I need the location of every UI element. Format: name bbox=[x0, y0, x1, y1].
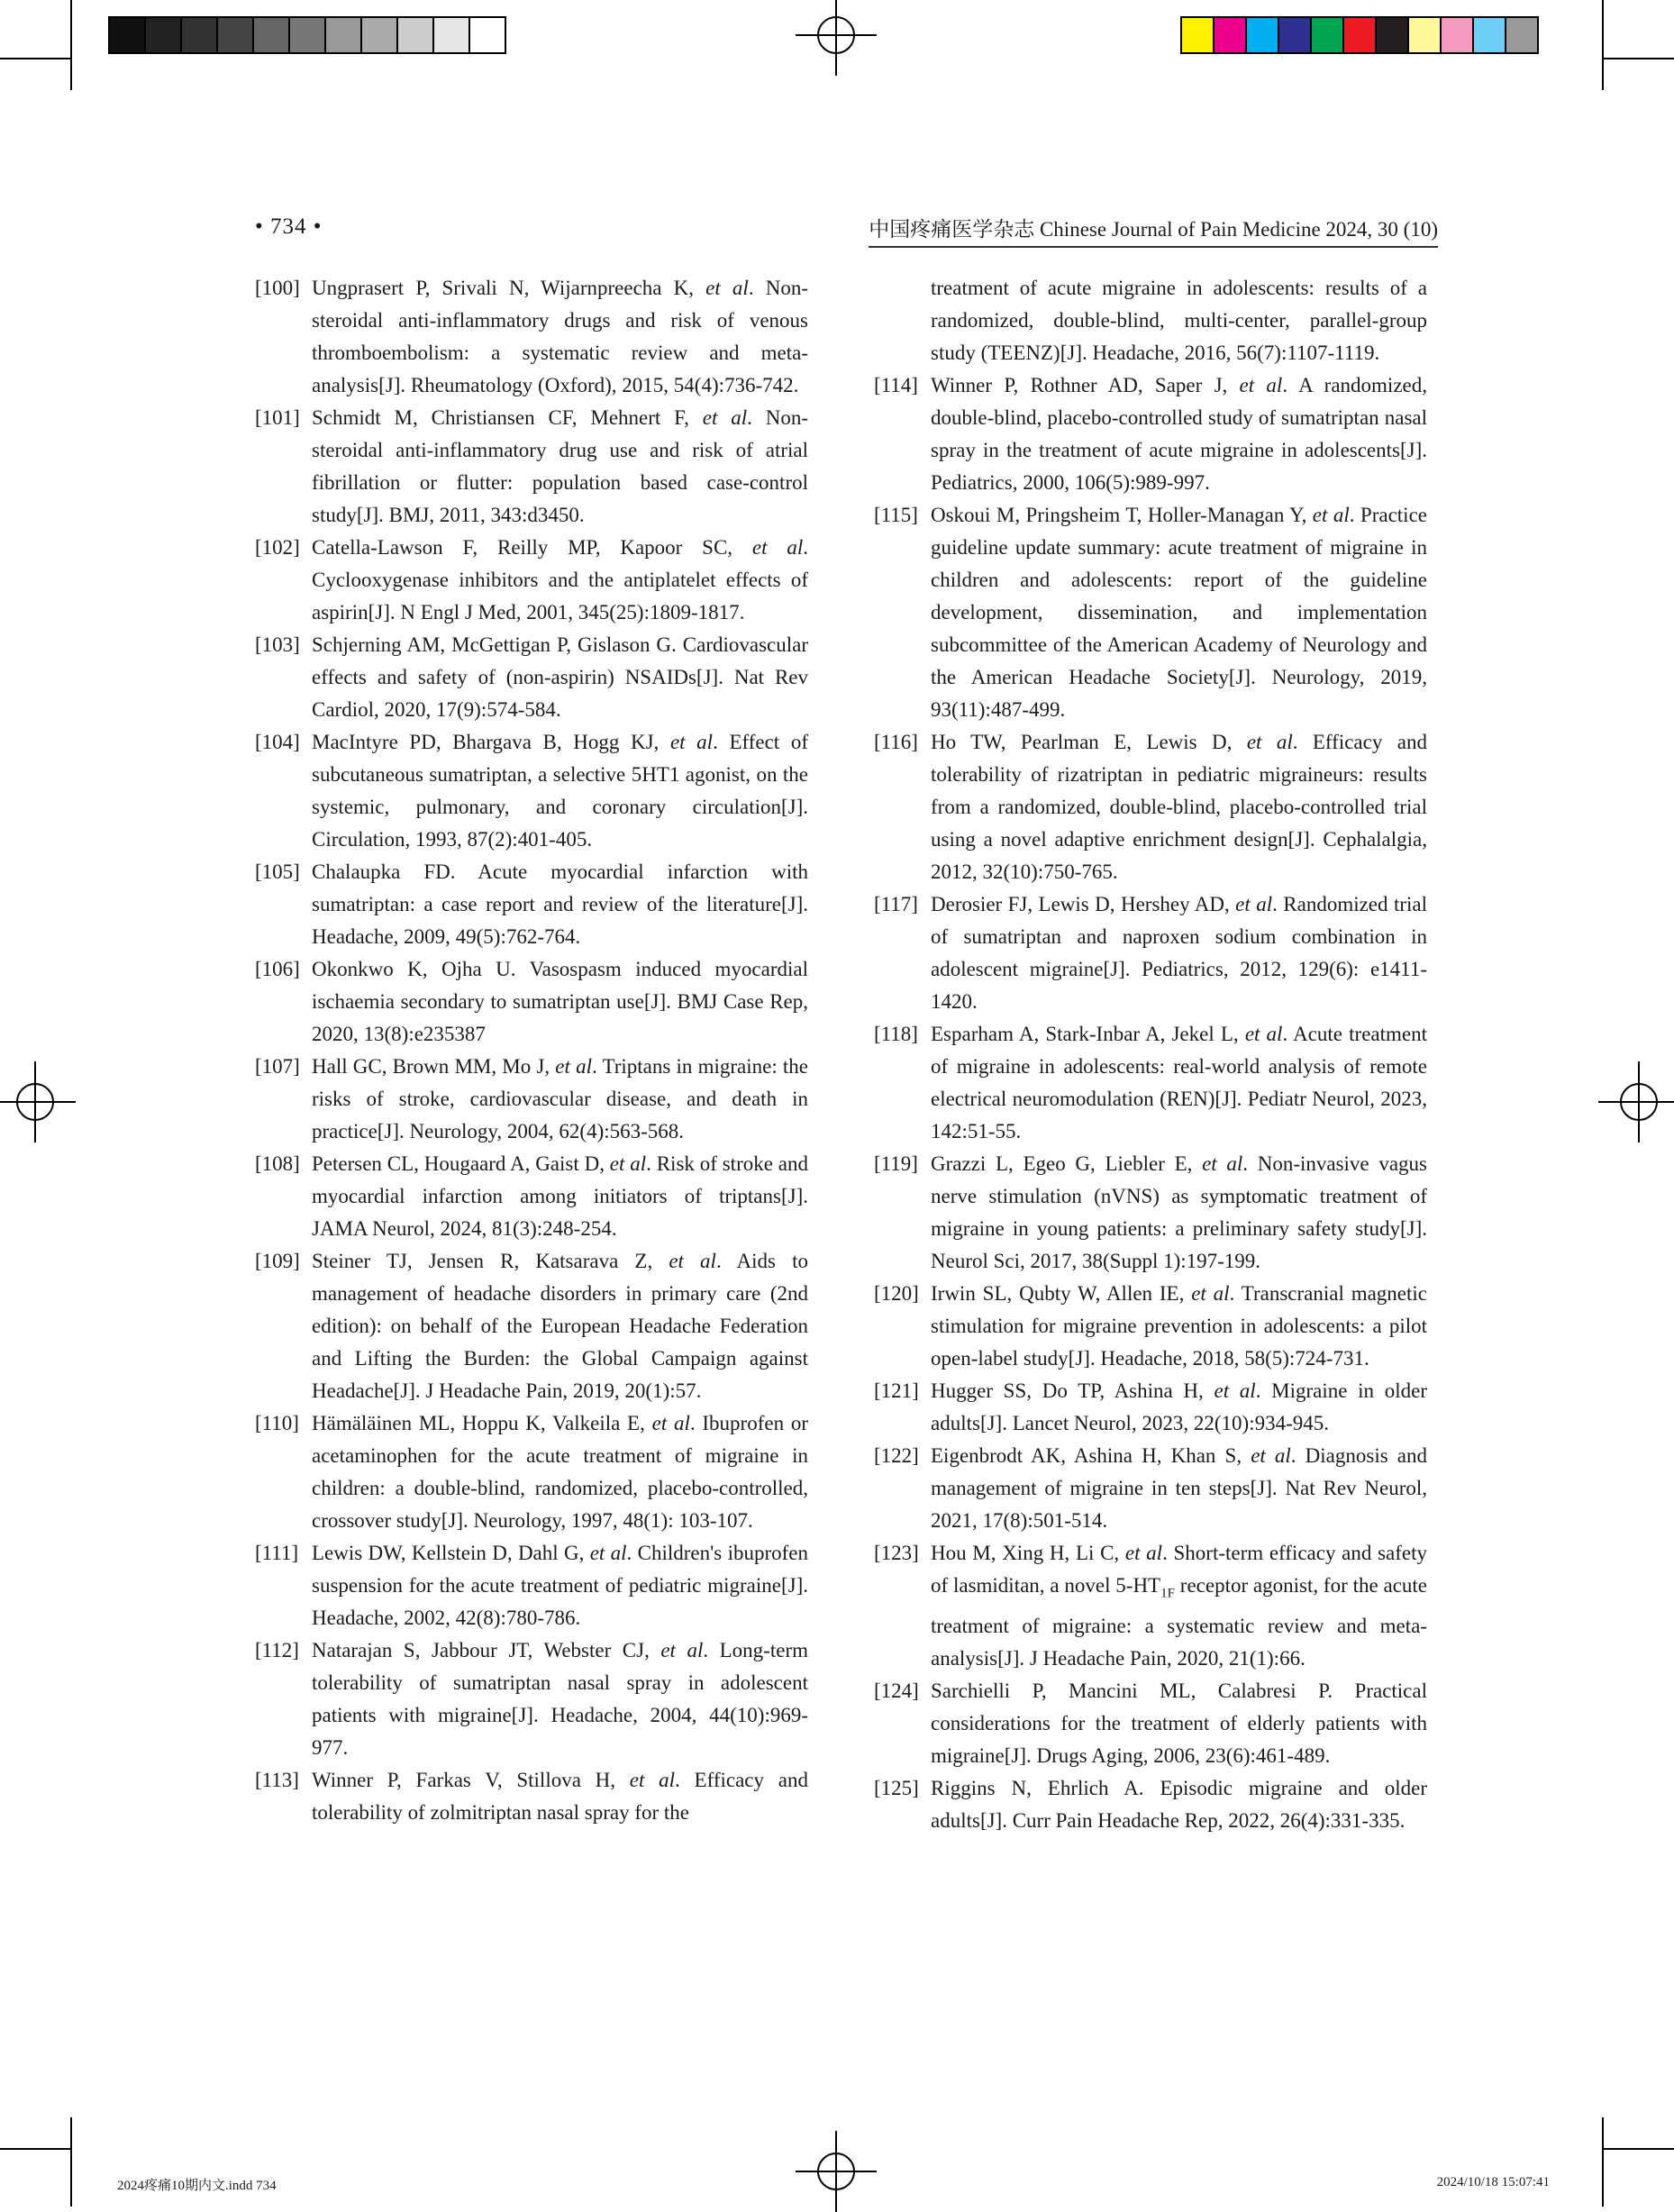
color-swatch bbox=[1442, 18, 1474, 52]
registration-mark-icon bbox=[796, 0, 877, 76]
reference-item bbox=[874, 1148, 1427, 1278]
color-swatch bbox=[1474, 18, 1506, 52]
reference-text-rest: . Acute treatment of migraine in adolescents: real-world analysis of remote electrical neuromodulation (REN)[J]. Pediatr Neurol, 2023, 142:51-55. bbox=[931, 1023, 1427, 1142]
reference-text-rest: . Transcranial magnetic stimulation for migraine prevention in adolescents: a pilot open-label study[J]. Headache, 2018, 58(5):724-731. bbox=[931, 1282, 1427, 1370]
color-calibration-bar bbox=[1180, 16, 1539, 54]
et-al-text: et al bbox=[1202, 1152, 1243, 1175]
reference-text: Esparham A, Stark-Inbar A, Jekel L, bbox=[931, 1023, 1245, 1045]
color-swatch bbox=[1215, 18, 1247, 52]
gray-swatch bbox=[254, 18, 290, 52]
reference-number: [122] bbox=[874, 1444, 919, 1467]
crop-mark bbox=[70, 0, 72, 90]
reference-number: [109] bbox=[255, 1250, 300, 1272]
reference-text: Ho TW, Pearlman E, Lewis D, bbox=[931, 731, 1247, 753]
color-swatch bbox=[1279, 18, 1312, 52]
reference-text: Lewis DW, Kellstein D, Dahl G, bbox=[312, 1542, 590, 1564]
reference-text-rest: . Short-term efficacy and safety of lasmiditan, a novel 5-HT bbox=[931, 1542, 1427, 1597]
reference-item bbox=[874, 369, 1427, 499]
reference-number: [120] bbox=[874, 1282, 919, 1305]
reference-item bbox=[874, 726, 1427, 888]
reference-text: Steiner TJ, Jensen R, Katsarava Z, bbox=[312, 1250, 669, 1272]
reference-text-rest: . Aids to management of headache disorders in primary care (2nd edition): on behalf of the European Headache Federation and Lifting the Burden: the Global Campaign against Headache[J]. J Headache Pain, 2019, 20(1):57. bbox=[312, 1250, 808, 1402]
et-al-text: et al bbox=[589, 1542, 627, 1564]
reference-number: [101] bbox=[255, 406, 300, 429]
et-al-text: et al bbox=[1251, 1444, 1291, 1467]
reference-text-rest: . Children's ibuprofen suspension for the acute treatment of pediatric migraine[J]. Headache, 2002, 42(8):780-786. bbox=[312, 1542, 808, 1629]
et-al-text: et al bbox=[669, 1250, 716, 1272]
reference-text: Schmidt M, Christiansen CF, Mehnert F, bbox=[312, 406, 703, 429]
crop-mark bbox=[1602, 2117, 1604, 2207]
gray-swatch bbox=[362, 18, 398, 52]
reference-item bbox=[255, 1764, 808, 1829]
reference-text-rest: . Triptans in migraine: the risks of stroke, cardiovascular disease, and death in practice[J]. Neurology, 2004, 62(4):563-568. bbox=[312, 1055, 808, 1142]
color-swatch bbox=[1247, 18, 1279, 52]
et-al-text: et al bbox=[629, 1769, 676, 1791]
gray-swatch bbox=[290, 18, 326, 52]
registration-mark-icon bbox=[796, 2131, 877, 2212]
color-swatch bbox=[1182, 18, 1215, 52]
reference-item bbox=[874, 1278, 1427, 1375]
reference-text: Riggins N, Ehrlich A. Episodic migraine and older adults[J]. Curr Pain Headache Rep, 2022, 26(4):331-335. bbox=[931, 1776, 1427, 1832]
et-al-text: et al bbox=[609, 1152, 647, 1175]
color-swatch bbox=[1344, 18, 1377, 52]
reference-text: Winner P, Rothner AD, Saper J, bbox=[931, 374, 1240, 396]
reference-item bbox=[255, 1634, 808, 1764]
reference-number: [105] bbox=[255, 860, 300, 883]
crop-mark bbox=[1602, 2148, 1674, 2150]
reference-number: [116] bbox=[874, 731, 918, 753]
reference-number: [119] bbox=[874, 1152, 918, 1175]
et-al-text: et al bbox=[705, 277, 749, 299]
reference-text: treatment of acute migraine in adolescents: results of a randomized, double-blind, multi-center, parallel-group study (TEENZ)[J]. Headache, 2016, 56(7):1107-1119. bbox=[931, 277, 1427, 364]
et-al-text: et al bbox=[660, 1639, 704, 1661]
color-swatch bbox=[1409, 18, 1442, 52]
gray-swatch bbox=[470, 18, 505, 52]
reference-number: [104] bbox=[255, 731, 300, 753]
reference-item bbox=[255, 953, 808, 1051]
reference-text: Sarchielli P, Mancini ML, Calabresi P. Practical considerations for the treatment of elderly patients with migraine[J]. Drugs Aging, 2006, 23(6):461-489. bbox=[931, 1679, 1427, 1767]
reference-item bbox=[255, 1407, 808, 1537]
et-al-text: et al bbox=[702, 406, 748, 429]
subscript-text: 1F bbox=[1160, 1586, 1175, 1601]
reference-column-left bbox=[255, 272, 808, 1829]
reference-item bbox=[255, 1537, 808, 1634]
reference-item bbox=[255, 1148, 808, 1245]
crop-mark bbox=[0, 58, 72, 59]
gray-swatch bbox=[182, 18, 218, 52]
reference-item bbox=[255, 402, 808, 532]
gray-swatch bbox=[218, 18, 254, 52]
gray-swatch bbox=[434, 18, 470, 52]
crop-mark bbox=[70, 2117, 72, 2207]
reference-item bbox=[255, 1051, 808, 1148]
reference-number: [113] bbox=[255, 1769, 299, 1791]
reference-column-right bbox=[874, 272, 1427, 1837]
reference-item bbox=[874, 1675, 1427, 1772]
reference-text: Natarajan S, Jabbour JT, Webster CJ, bbox=[312, 1639, 661, 1661]
et-al-text: et al bbox=[1124, 1542, 1163, 1564]
reference-text: Derosier FJ, Lewis D, Hershey AD, bbox=[931, 893, 1236, 915]
reference-text-rest: . Ibuprofen or acetaminophen for the acute treatment of migraine in children: a double-blind, randomized, placebo-controlled, crossover study[J]. Neurology, 1997, 48(1): 103-107. bbox=[312, 1412, 808, 1532]
reference-text: Oskoui M, Pringsheim T, Holler-Managan Y, bbox=[931, 504, 1313, 526]
reference-text: Hall GC, Brown MM, Mo J, bbox=[312, 1055, 556, 1078]
reference-text-rest: . A randomized, double-blind, placebo-controlled study of sumatriptan nasal spray in the treatment of acute migraine in adolescents[J]. Pediatrics, 2000, 106(5):989-997. bbox=[931, 374, 1427, 494]
reference-number: [115] bbox=[874, 504, 918, 526]
reference-number: [107] bbox=[255, 1055, 300, 1078]
reference-text-rest: . Practice guideline update summary: acute treatment of migraine in children and adolescents: report of the guideline development, dissemination, and implementation subcommittee of the American Academy of Neurology and the American Headache Society[J]. Neurology, 2019, 93(11):487-499. bbox=[931, 504, 1427, 721]
reference-item bbox=[255, 532, 808, 629]
reference-text-rest: . Diagnosis and management of migraine in ten steps[J]. Nat Rev Neurol, 2021, 17(8):501-514. bbox=[931, 1444, 1427, 1532]
reference-text: Hämäläinen ML, Hoppu K, Valkeila E, bbox=[312, 1412, 652, 1434]
reference-number: [100] bbox=[255, 277, 300, 299]
reference-text-rest: receptor agonist, for the acute treatment of migraine: a systematic review and meta-analysis[J]. J Headache Pain, 2020, 21(1):66. bbox=[931, 1574, 1427, 1670]
reference-text: Grazzi L, Egeo G, Liebler E, bbox=[931, 1152, 1203, 1175]
reference-number: [117] bbox=[874, 893, 918, 915]
reference-number: [118] bbox=[874, 1023, 918, 1045]
reference-item bbox=[874, 1537, 1427, 1675]
et-al-text: et al bbox=[1312, 504, 1350, 526]
reference-item bbox=[874, 1440, 1427, 1537]
reference-text: Winner P, Farkas V, Stillova H, bbox=[312, 1769, 630, 1791]
reference-text-rest: . Risk of stroke and myocardial infarction among initiators of triptans[J]. JAMA Neurol, 2024, 81(3):248-254. bbox=[312, 1152, 808, 1240]
registration-mark-icon bbox=[1598, 1061, 1674, 1142]
reference-item bbox=[255, 726, 808, 856]
grayscale-calibration-bar bbox=[108, 16, 506, 54]
journal-title: 中国疼痛医学杂志 Chinese Journal of Pain Medicine 2024, 30 (10) bbox=[869, 213, 1438, 248]
registration-mark-icon bbox=[0, 1061, 76, 1142]
reference-text: MacIntyre PD, Bhargava B, Hogg KJ, bbox=[312, 731, 670, 753]
reference-number: [125] bbox=[874, 1776, 919, 1799]
color-swatch bbox=[1377, 18, 1409, 52]
gray-swatch bbox=[146, 18, 182, 52]
reference-number: [108] bbox=[255, 1152, 300, 1175]
reference-text-rest: . Randomized trial of sumatriptan and naproxen sodium combination in adolescent migraine[J]. Pediatrics, 2012, 129(6): e1411-1420. bbox=[931, 893, 1427, 1013]
et-al-text: et al bbox=[555, 1055, 592, 1078]
reference-text: Catella-Lawson F, Reilly MP, Kapoor SC, bbox=[312, 536, 752, 559]
reference-text-rest: . Long-term tolerability of sumatriptan nasal spray in adolescent patients with migraine[J]. Headache, 2004, 44(10):969-977. bbox=[312, 1639, 808, 1759]
reference-text: Chalaupka FD. Acute myocardial infarction with sumatriptan: a case report and review of the literature[J]. Headache, 2009, 49(5):762-764. bbox=[312, 860, 808, 948]
et-al-text: et al bbox=[1235, 893, 1273, 915]
reference-text-rest: . Efficacy and tolerability of rizatriptan in pediatric migraineurs: results from a randomized, double-blind, placebo-controlled trial using a novel adaptive enrichment design[J]. Cephalalgia, 2012, 32(10):750-765. bbox=[931, 731, 1427, 883]
reference-item bbox=[255, 272, 808, 402]
gray-swatch bbox=[398, 18, 434, 52]
reference-item bbox=[874, 499, 1427, 726]
reference-item bbox=[255, 629, 808, 726]
et-al-text: et al bbox=[1191, 1282, 1230, 1305]
reference-number: [114] bbox=[874, 374, 918, 396]
reference-text: Okonkwo K, Ojha U. Vasospasm induced myocardial ischaemia secondary to sumatriptan use[J]. BMJ Case Rep, 2020, 13(8):e235387 bbox=[312, 958, 808, 1045]
reference-number: [111] bbox=[255, 1542, 299, 1564]
et-al-text: et al bbox=[751, 536, 804, 559]
reference-number: [110] bbox=[255, 1412, 299, 1434]
reference-number: [103] bbox=[255, 633, 300, 656]
reference-text-rest: . Non-invasive vagus nerve stimulation (nVNS) as symptomatic treatment of migraine in young patients: a preliminary safety study[J]. Neurol Sci, 2017, 38(Suppl 1):197-199. bbox=[931, 1152, 1427, 1272]
et-al-text: et al bbox=[1244, 1023, 1283, 1045]
reference-text-rest: . Cyclooxygenase inhibitors and the antiplatelet effects of aspirin[J]. N Engl J Med, 2001, 345(25):1809-1817. bbox=[312, 536, 808, 624]
crop-mark bbox=[0, 2148, 72, 2150]
reference-text: Eigenbrodt AK, Ashina H, Khan S, bbox=[931, 1444, 1251, 1467]
reference-text: Petersen CL, Hougaard A, Gaist D, bbox=[312, 1152, 610, 1175]
reference-item bbox=[874, 1375, 1427, 1440]
reference-number: [102] bbox=[255, 536, 300, 559]
color-swatch bbox=[1312, 18, 1344, 52]
et-al-text: et al bbox=[651, 1412, 690, 1434]
reference-text: Irwin SL, Qubty W, Allen IE, bbox=[931, 1282, 1192, 1305]
gray-swatch bbox=[110, 18, 146, 52]
crop-mark bbox=[1602, 0, 1604, 90]
page-number: • 734 • bbox=[255, 214, 323, 239]
file-info: 2024疼痛10期内文.indd 734 bbox=[117, 2179, 277, 2193]
et-al-text: et al bbox=[1239, 374, 1283, 396]
reference-item bbox=[874, 1018, 1427, 1148]
reference-number: [123] bbox=[874, 1542, 919, 1564]
gray-swatch bbox=[326, 18, 362, 52]
reference-text-rest: . Non-steroidal anti-inflammatory drugs and risk of venous thromboembolism: a systematic review and meta-analysis[J]. Rheumatology (Oxford), 2015, 54(4):736-742. bbox=[312, 277, 808, 396]
reference-text-rest: . Non-steroidal anti-inflammatory drug use and risk of atrial fibrillation or flutter: population based case-control study[J]. BMJ, 2011, 343:d3450. bbox=[312, 406, 808, 526]
crop-mark bbox=[1602, 58, 1674, 59]
reference-text-rest: . Migraine in older adults[J]. Lancet Neurol, 2023, 22(10):934-945. bbox=[931, 1379, 1427, 1434]
reference-number: [124] bbox=[874, 1679, 919, 1702]
reference-number: [106] bbox=[255, 958, 300, 980]
reference-text-rest: . Efficacy and tolerability of zolmitriptan nasal spray for the bbox=[312, 1769, 808, 1824]
color-swatch bbox=[1506, 18, 1537, 52]
reference-number: [121] bbox=[874, 1379, 919, 1402]
reference-text: Hugger SS, Do TP, Ashina H, bbox=[931, 1379, 1215, 1402]
et-al-text: et al bbox=[1214, 1379, 1256, 1402]
reference-text: Ungprasert P, Srivali N, Wijarnpreecha K, bbox=[312, 277, 706, 299]
reference-number: [112] bbox=[255, 1639, 299, 1661]
et-al-text: et al bbox=[669, 731, 714, 753]
reference-item bbox=[255, 856, 808, 953]
reference-item bbox=[874, 1772, 1427, 1837]
et-al-text: et al bbox=[1246, 731, 1293, 753]
timestamp: 2024/10/18 15:07:41 bbox=[1436, 2175, 1550, 2189]
reference-item bbox=[874, 272, 1427, 369]
reference-item bbox=[255, 1245, 808, 1407]
reference-item bbox=[874, 888, 1427, 1018]
reference-text-rest: . Effect of subcutaneous sumatriptan, a selective 5HT1 agonist, on the systemic, pulmonary, and coronary circulation[J]. Circulation, 1993, 87(2):401-405. bbox=[312, 731, 808, 851]
reference-text: Hou M, Xing H, Li C, bbox=[931, 1542, 1125, 1564]
reference-text: Schjerning AM, McGettigan P, Gislason G. Cardiovascular effects and safety of (non-aspirin) NSAIDs[J]. Nat Rev Cardiol, 2020, 17(9):574-584. bbox=[312, 633, 808, 721]
